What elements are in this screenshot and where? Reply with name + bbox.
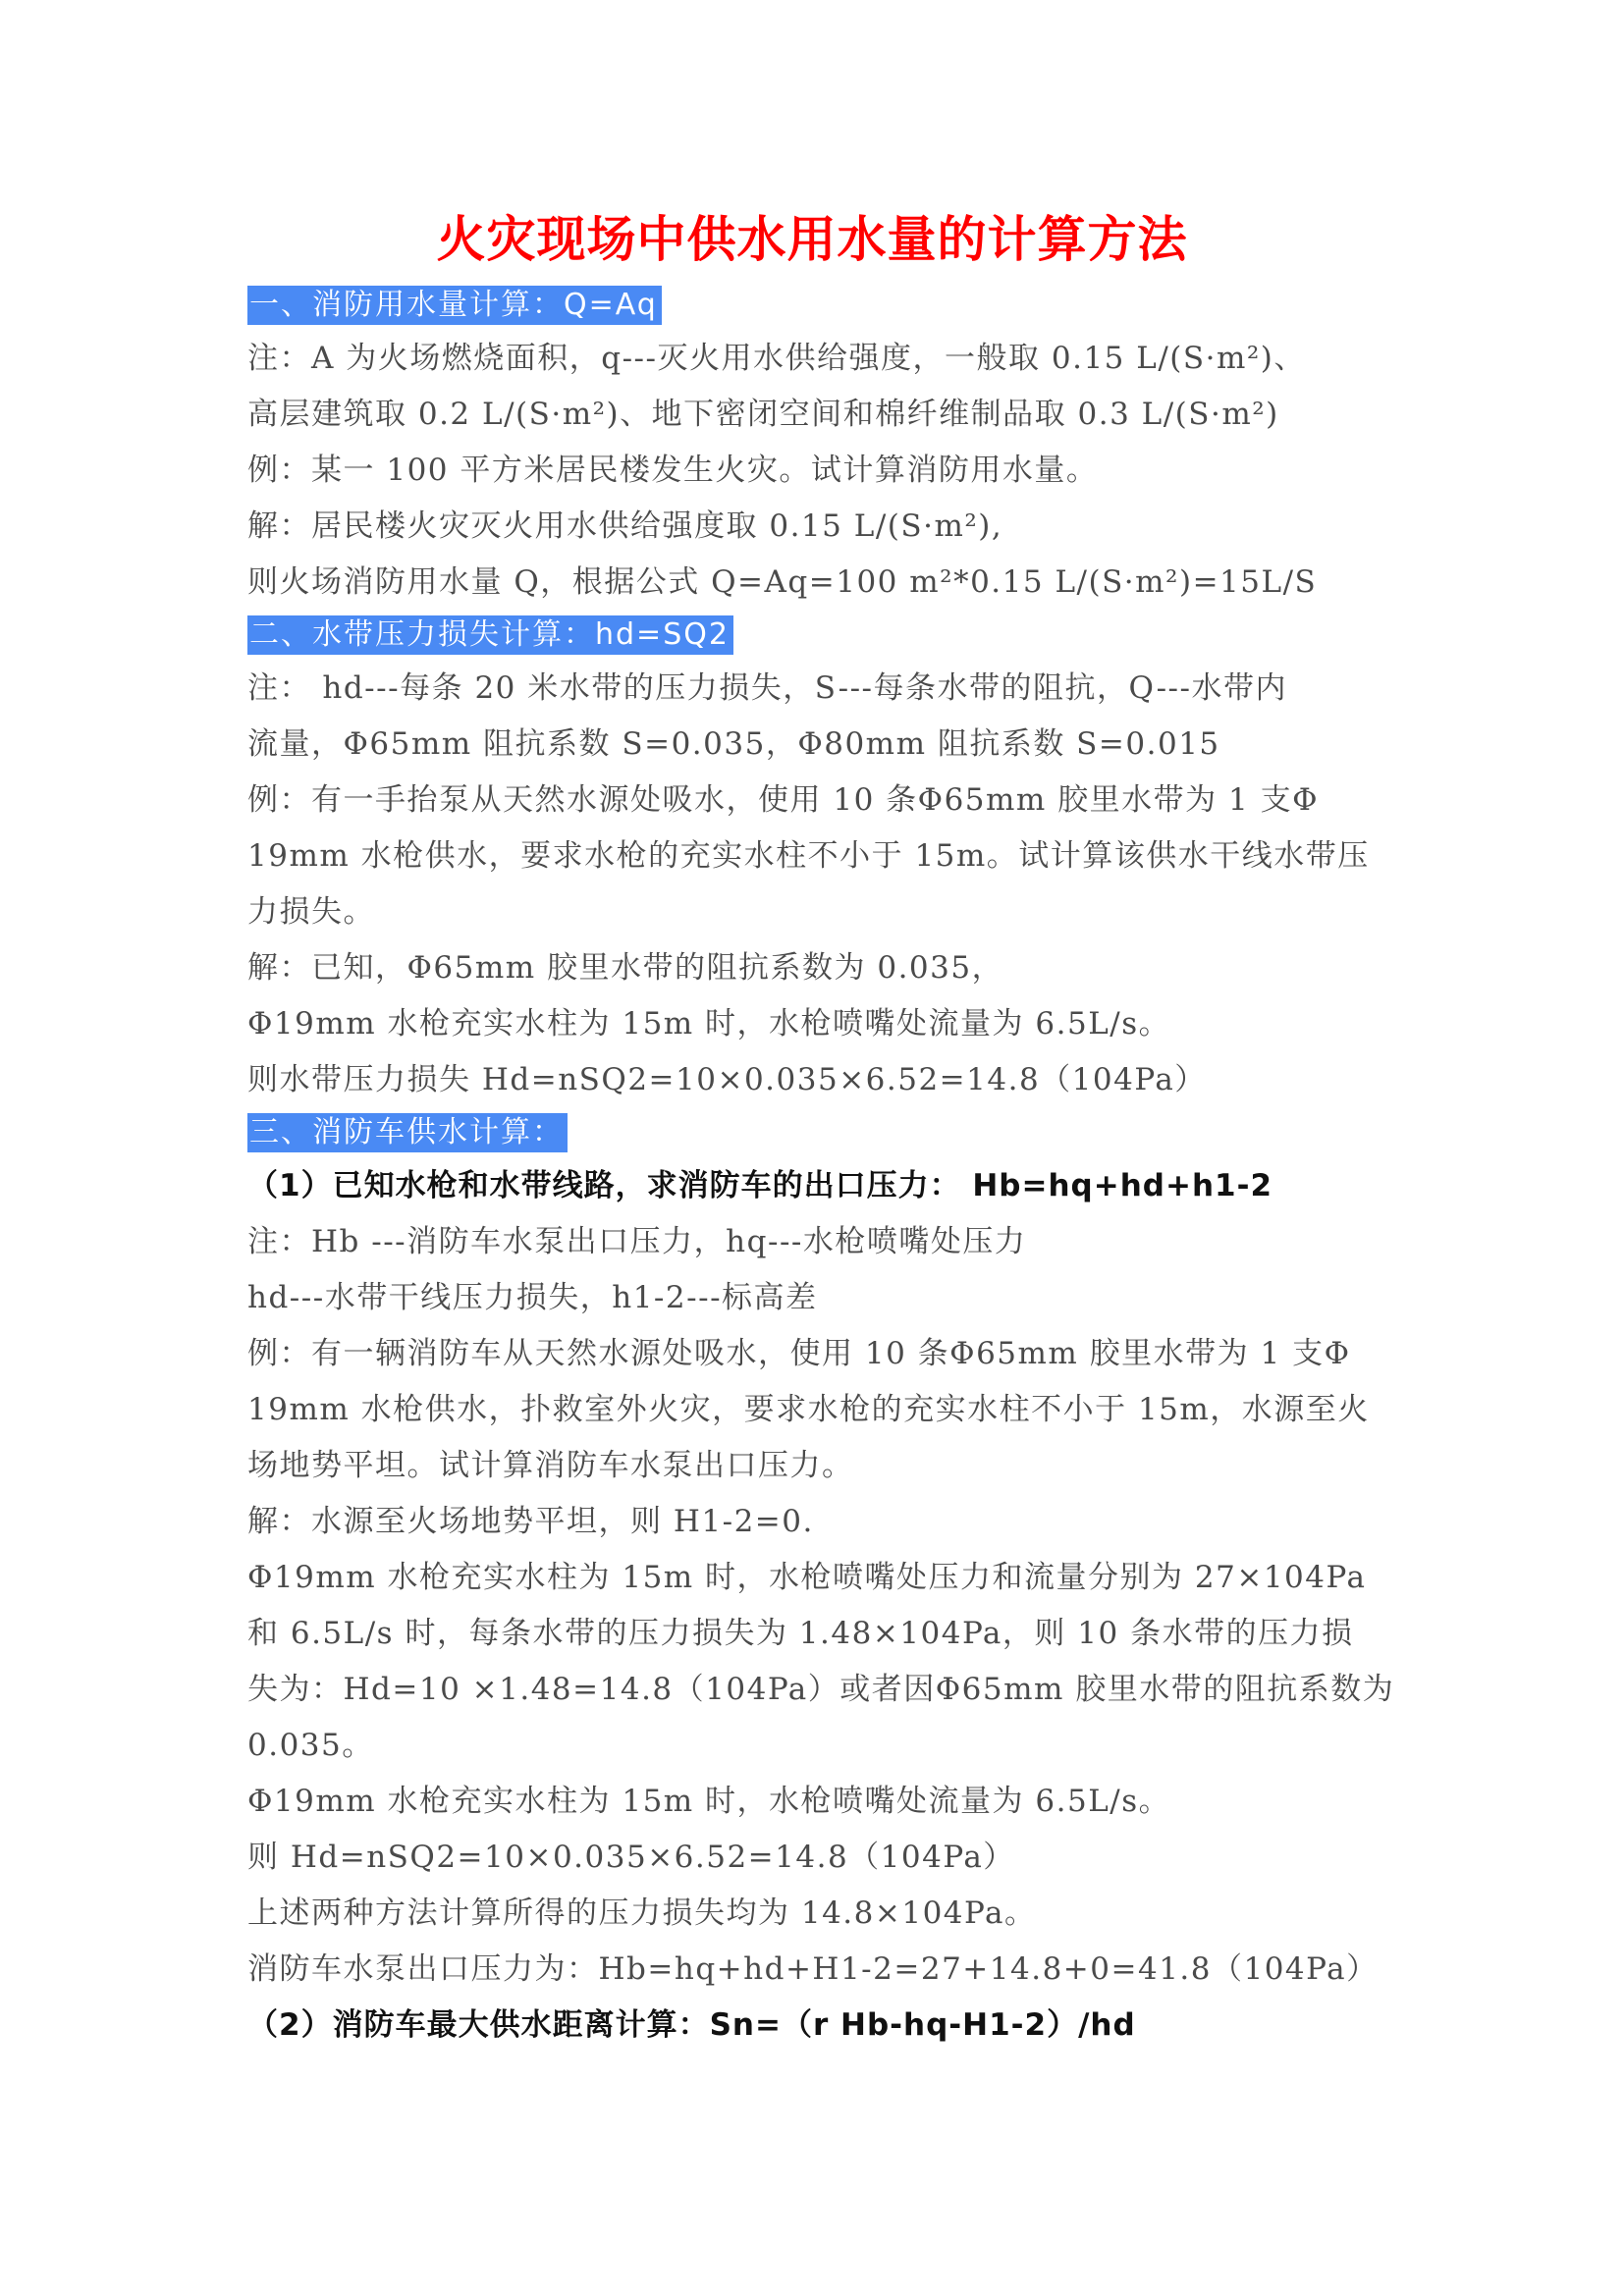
paragraph-line: 解：居民楼火灾灭火用水供给强度取 0.15 L/(S·m²),: [247, 508, 1003, 544]
paragraph-line: 解：已知，Φ65mm 胶里水带的阻抗系数为 0.035，: [247, 950, 1004, 986]
paragraph-line: 则 Hd=nSQ2=10×0.035×6.52=14.8（104Pa）: [247, 1840, 1015, 1875]
paragraph-line: 例：有一辆消防车从天然水源处吸水，使用 10 条Φ65mm 胶里水带为 1 支Φ: [247, 1336, 1351, 1371]
paragraph-line: 注： hd---每条 20 米水带的压力损失，S---每条水带的阻抗，Q---水带内: [247, 670, 1288, 706]
section-heading: 一、消防用水量计算：Q=Aq: [247, 286, 662, 325]
paragraph-line: 高层建筑取 0.2 L/(S·m²)、地下密闭空间和棉纤维制品取 0.3 L/(S·m²): [247, 397, 1279, 432]
paragraph-line: 消防车水泵出口压力为：Hb=hq+hd+H1-2=27+14.8+0=41.8（104Pa）: [247, 1951, 1379, 1987]
document-body: [247, 281, 1395, 2054]
subsection-heading: （1）已知水枪和水带线路，求消防车的出口压力： Hb=hq+hd+h1-2: [247, 1168, 1273, 1203]
section-2-heading-line: [247, 613, 1386, 657]
paragraph-line: Φ19mm 水枪充实水柱为 15m 时，水枪喷嘴处流量为 6.5L/s。: [247, 1006, 1171, 1041]
paragraph-line: 则水带压力损失 Hd=nSQ2=10×0.035×6.52=14.8（104Pa）: [247, 1062, 1207, 1097]
paragraph-line: 0.035。: [247, 1728, 374, 1763]
paragraph-line: 和 6.5L/s 时，每条水带的压力损失为 1.48×104Pa，则 10 条水带的压力损: [247, 1616, 1354, 1651]
paragraph-line: 注：Hb ---消防车水泵出口压力，hq---水枪喷嘴处压力: [247, 1224, 1027, 1259]
document-title: 火灾现场中供水用水量的计算方法: [436, 211, 1188, 268]
section-1-heading-line: [247, 283, 1386, 327]
paragraph-line: 力损失。: [247, 894, 375, 930]
section-heading: 三、消防车供水计算：: [247, 1113, 568, 1152]
paragraph-line: 则火场消防用水量 Q，根据公式 Q=Aq=100 m²*0.15 L/(S·m²)=15L/S: [247, 564, 1318, 600]
paragraph-line: 注：A 为火场燃烧面积，q---灭火用水供给强度，一般取 0.15 L/(S·m²)、: [247, 341, 1306, 376]
paragraph-line: Φ19mm 水枪充实水柱为 15m 时，水枪喷嘴处流量为 6.5L/s。: [247, 1784, 1171, 1819]
paragraph-line: 上述两种方法计算所得的压力损失均为 14.8×104Pa。: [247, 1896, 1037, 1931]
subsection-heading: （2）消防车最大供水距离计算：Sn=（r Hb-hq-H1-2）/hd: [247, 2007, 1136, 2043]
paragraph-line: 19mm 水枪供水，扑救室外火灾，要求水枪的充实水柱不小于 15m，水源至火: [247, 1392, 1370, 1427]
paragraph-line: hd---水带干线压力损失，h1-2---标高差: [247, 1280, 818, 1315]
paragraph-line: 失为：Hd=10 ×1.48=14.8（104Pa）或者因Φ65mm 胶里水带的阻抗系数为: [247, 1672, 1395, 1707]
paragraph-line: 流量，Φ65mm 阻抗系数 S=0.035，Φ80mm 阻抗系数 S=0.015: [247, 726, 1220, 762]
paragraph-line: Φ19mm 水枪充实水柱为 15m 时，水枪喷嘴处压力和流量分别为 27×104Pa: [247, 1560, 1367, 1595]
section-heading: 二、水带压力损失计算：hd=SQ2: [247, 615, 733, 655]
section-3-heading-line: [247, 1110, 1386, 1154]
paragraph-line: 解：水源至火场地势平坦，则 H1-2=0.: [247, 1504, 814, 1539]
paragraph-line: 例：有一手抬泵从天然水源处吸水，使用 10 条Φ65mm 胶里水带为 1 支Φ: [247, 782, 1320, 818]
paragraph-line: 例：某一 100 平方米居民楼发生火灾。试计算消防用水量。: [247, 453, 1099, 488]
paragraph-line: 19mm 水枪供水，要求水枪的充实水柱不小于 15m。试计算该供水干线水带压: [247, 838, 1370, 874]
paragraph-line: 场地势平坦。试计算消防车水泵出口压力。: [247, 1448, 854, 1483]
